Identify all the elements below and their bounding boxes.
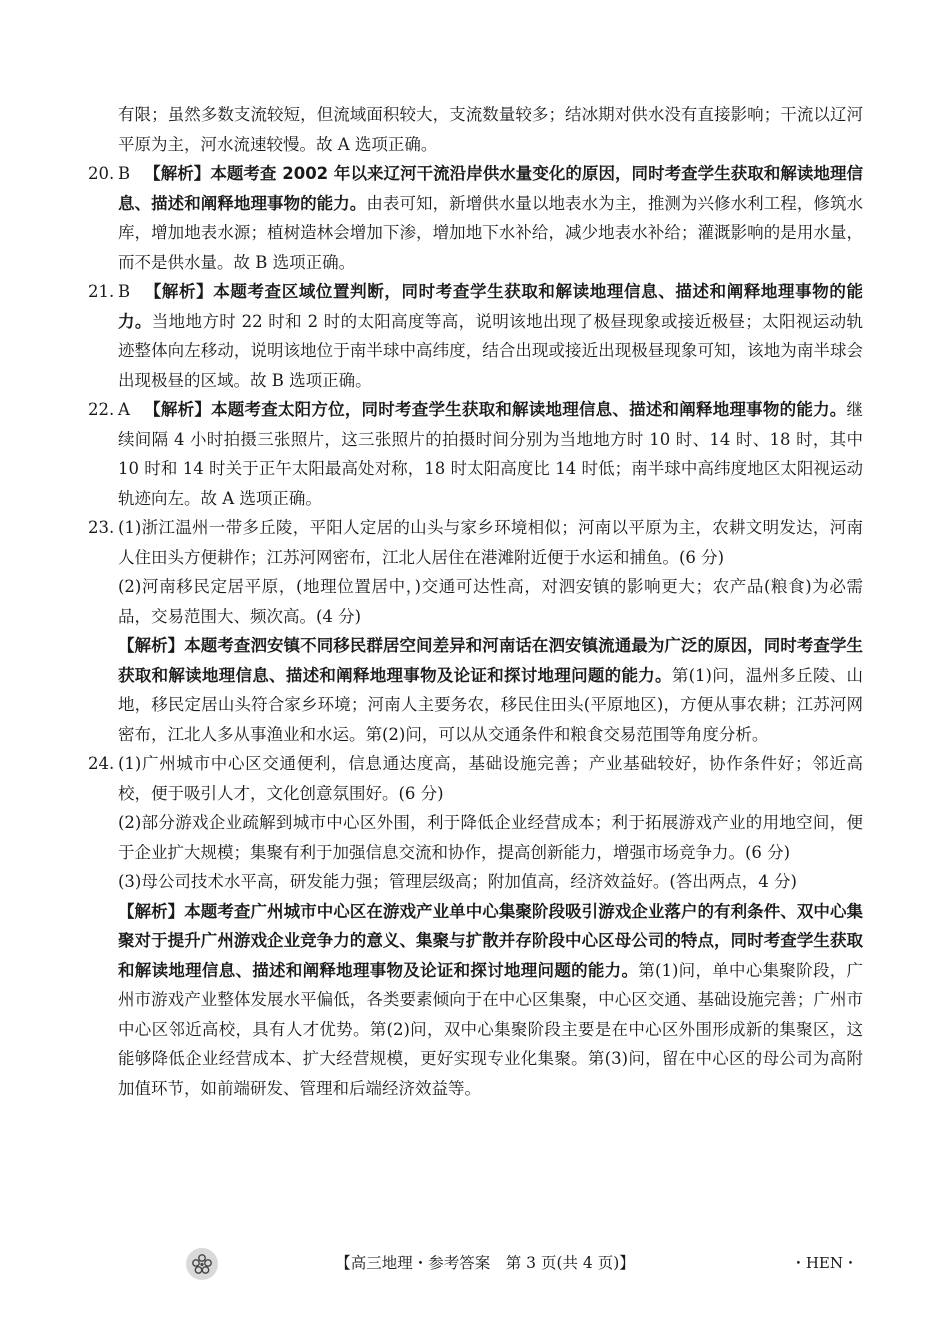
analysis-paragraph [118,897,863,1104]
analysis-text: 当地地方时 22 时和 2 时的太阳高度等高，说明该地出现了极昼现象或接近极昼；太阳视运动轨迹整体向左移动，说明该地位于南半球中高纬度，结合出现或接近出现极昼现象可知，该地为南半球会出现极昼的区域。故 B 选项正确。 [118,311,863,390]
analysis-bold: 本题考查广州城市中心区在游戏产业单中心集聚阶段吸引游戏企业落户的有利条件、双中心集聚对于提升广州游戏企业竞争力的意义、集聚与扩散并存阶段中心区母公司的特点，同时考查学生获取和解读地理信息、描述和阐释地理事物及论证和探讨地理问题的能力。 [118,901,864,980]
answer-letter: A [118,400,130,419]
answer-item-22 [88,395,864,513]
answer-item-24 [88,749,864,1103]
answer-item-20 [88,159,864,277]
page-footer [0,1248,950,1278]
continued-explanation: 有限；虽然多数支流较短，但流域面积较大，支流数量较多；结冰期对供水没有直接影响；干流以辽河平原为主，河水流速较慢。故 A 选项正确。 [118,105,863,154]
answer-item-23 [88,513,864,749]
question-number: 21. [88,282,115,301]
analysis-paragraph [118,631,863,749]
footer-page-info: 【高三地理・参考答案 第 3 页(共 4 页)】 [335,1254,635,1272]
question-number: 22. [88,400,115,419]
analysis-text: 第(1)问，温州多丘陵、山地，移民定居山头符合家乡环境；河南人主要务农，移民住田头(平原地区)，方便从事农耕；江苏河网密布，江北人多从事渔业和水运。第(2)问，可以从交通条件和粮食交易范围等角度分析。 [118,665,864,744]
answer-item-21 [88,277,864,395]
analysis-bold: 本题考查泗安镇不同移民群居空间差异和河南话在泗安镇流通最为广泛的原因，同时考查学生获取和解读地理信息、描述和阐释地理事物及论证和探讨地理问题的能力。 [118,636,864,685]
analysis-tag: 【解析】 [144,164,211,183]
answer-letter: B [118,164,131,183]
answer-part-1: (1)广州城市中心区交通便利，信息通达度高，基础设施完善；产业基础较好，协作条件好；邻近高校，便于吸引人才，文化创意氛围好。(6 分) [118,754,863,803]
answer-part-1: (1)浙江温州一带多丘陵，平阳人定居的山头与家乡环境相似；河南以平原为主，农耕文明发达，河南人住田头方便耕作；江苏河网密布，江北人居住在港滩附近便于水运和捕鱼。(6 分) [118,518,863,567]
analysis-bold: 本题考查区域位置判断，同时考查学生获取和解读地理信息、描述和阐释地理事物的能力。 [118,282,864,331]
analysis-tag: 【解析】 [143,400,212,419]
analysis-bold: 本题考查 2002 年以来辽河干流沿岸供水量变化的原因，同时考查学生获取和解读地理信息、描述和阐释地理事物的能力。 [118,164,863,213]
answer-content [88,100,864,1103]
question-number: 20. [88,164,115,183]
answer-part-2: (2)河南移民定居平原，(地理位置居中，)交通可达性高，对泗安镇的影响更大；农产品(粮食)为必需品，交易范围大、频次高。(4 分) [118,577,863,626]
analysis-text: 由表可知，新增供水量以地表水为主，推测为兴修水利工程，修筑水库，增加地表水源；植树造林会增加下渗，增加地下水补给，减少地表水补给；灌溉影响的是用水量，而不是供水量。故 B 选项正确。 [118,193,864,272]
footer-code: ・HEN・ [790,1254,858,1272]
analysis-text: 继续间隔 4 小时拍摄三张照片，这三张照片的拍摄时间分别为当地地方时 10 时、14 时、18 时，其中 10 时和 14 时关于正午太阳最高处对称，18 时太阳高度比 14 时低；南半球中高纬度地区太阳视运动轨迹向左。故 A 选项正确。 [118,400,864,508]
answer-part-3: (3)母公司技术水平高，研发能力强；管理层级高；附加值高，经济效益好。(答出两点，4 分) [118,872,797,891]
question-number: 23. [88,518,115,537]
question-number: 24. [88,754,115,773]
flower-logo-icon [186,1248,218,1280]
analysis-bold: 本题考查太阳方位，同时考查学生获取和解读地理信息、描述和阐释地理事物的能力。 [211,400,847,419]
analysis-text: 第(1)问，单中心集聚阶段，广州市游戏产业整体发展水平偏低，各类要素倾向于在中心区集聚，中心区交通、基础设施完善；广州市中心区邻近高校，具有人才优势。第(2)问，双中心集聚阶段主要是在中心区外围形成新的集聚区，这能够降低企业经营成本、扩大经营规模，更好实现专业化集聚。第(3)问，留在中心区的母公司为高附加值环节，如前端研发、管理和后端经济效益等。 [118,960,864,1098]
analysis-tag: 【解析】 [118,901,185,921]
analysis-tag: 【解析】 [118,636,185,655]
answer-letter: B [118,282,131,301]
analysis-tag: 【解析】 [144,282,214,301]
answer-part-2: (2)部分游戏企业疏解到城市中心区外围，利于降低企业经营成本；利于拓展游戏产业的用地空间，便于企业扩大规模；集聚有利于加强信息交流和协作，提高创新能力，增强市场竞争力。(6 分) [118,813,863,862]
